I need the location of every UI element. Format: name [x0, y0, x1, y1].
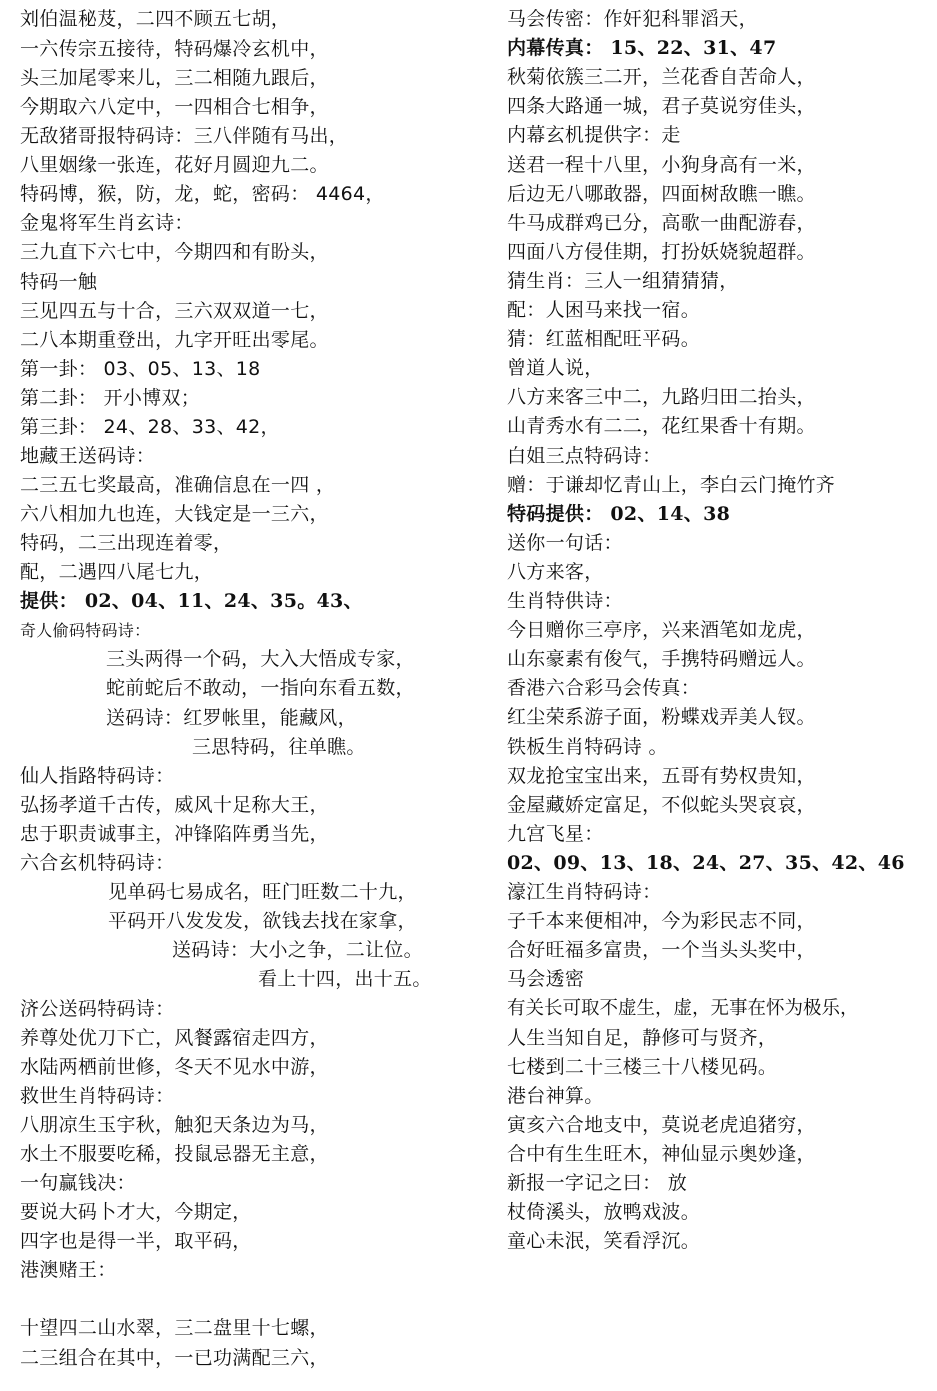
left-line-19: 特码，二三出现连着零， [20, 532, 233, 554]
right-line-32: 子千本来便相冲，今为彩民志不同， [507, 910, 816, 933]
left-line-37: 水陆两栖前世修，冬天不见水中游， [20, 1056, 329, 1078]
left-line-28: 弘扬孝道千古传，威风十足称大王， [20, 794, 329, 816]
left-line-39: 八朋凉生玉宇秋，触犯天条边为马， [20, 1114, 329, 1136]
left-line-23: 三头两得一个码，大入大悟成专家， [106, 648, 415, 670]
right-line-6: 送君一程十八里，小狗身高有一米， [507, 153, 816, 176]
right-line-4: 四条大路通一城，君子莫说穷佳头， [507, 95, 816, 118]
left-line-40: 水土不服要吃稀，投鼠忌器无主意， [20, 1143, 329, 1165]
right-line-37: 七楼到二十三楼三十八楼见码。 [507, 1055, 778, 1078]
left-line-38: 救世生肖特码诗： [20, 1085, 175, 1107]
left-line-35: 济公送码特码诗： [20, 998, 175, 1020]
left-line-21: 提供： 02、04、11、24、35。43、 [20, 590, 363, 612]
left-line-5: 无敌猪哥报特码诗：三八伴随有马出， [20, 125, 349, 147]
right-line-26: 铁板生肖特码诗 。 [507, 735, 668, 758]
right-line-12: 猜：红蓝相配旺平码。 [507, 328, 701, 351]
left-line-42: 要说大码卜才大，今期定， [20, 1201, 252, 1223]
left-line-10: 特码一触 [20, 271, 98, 293]
right-line-41: 新报一字记之曰： 放 [507, 1172, 688, 1194]
left-line-18: 六八相加九也连，大钱定是一三六， [20, 503, 329, 525]
right-line-35: 有关长可取不虚生，虚，无事在怀为极乐， [507, 998, 859, 1020]
left-line-25: 送码诗：红罗帐里，能藏风， [106, 707, 357, 729]
right-line-27: 双龙抢宝宝出来，五哥有势权贵知， [507, 764, 816, 787]
left-line-43: 四字也是得一半，取平码， [20, 1230, 252, 1252]
left-line-11: 三见四五与十合，三六双双道一七， [20, 300, 329, 322]
right-line-7: 后边无八哪敢器，四面树敌瞧一瞧。 [507, 182, 816, 205]
right-line-29: 九宫飞星： [507, 822, 604, 845]
right-line-9: 四面八方侵佳期，打扮妖娆貌超群。 [507, 240, 816, 263]
right-line-36: 人生当知自足，静修可与贤齐， [507, 1026, 778, 1049]
left-line-13: 第一卦： 03、05、13、18 [20, 358, 261, 380]
right-line-2: 内幕传真： 15、22、31、47 [507, 37, 777, 60]
left-line-33: 送码诗：大小之争，二让位。 [172, 939, 423, 961]
left-line-17: 二三五七奖最高，准确信息在一四 ， [20, 474, 336, 496]
left-line-45: 十望四二山水翠，三二盘里十七螺， [20, 1317, 329, 1339]
left-line-34: 看上十四，出十五。 [258, 968, 432, 990]
right-line-11: 配：人困马来找一宿。 [507, 299, 701, 321]
right-line-24: 香港六合彩马会传真： [507, 677, 701, 700]
left-line-1: 刘伯温秘芨，二四不顾五七胡， [20, 8, 291, 30]
left-line-2: 一六传宗五接待，特码爆冷玄机中， [20, 38, 329, 60]
left-line-3: 头三加尾零来儿，三二相随九跟后， [20, 67, 329, 89]
left-line-29: 忠于职责诚事主，冲锋陷阵勇当先， [20, 823, 329, 845]
left-line-7: 特码博，猴，防，龙，蛇，密码： 4464， [20, 183, 385, 205]
left-line-22: 奇人偷码特码诗： [20, 621, 151, 640]
right-line-22: 今日赠你三亭序，兴来酒笔如龙虎， [507, 619, 816, 642]
right-line-39: 寅亥六合地支中，莫说老虎追猪穷， [507, 1113, 816, 1136]
left-line-41: 一句赢钱决： [20, 1172, 136, 1194]
right-line-34: 马会透密 [507, 968, 585, 991]
right-line-33: 合好旺福多富贵，一个当头头奖中， [507, 939, 816, 962]
left-line-16: 地藏王送码诗： [20, 445, 156, 467]
right-line-43: 童心未泯，笑看浮沉。 [507, 1230, 701, 1253]
left-line-12: 二八本期重登出，九字开旺出零尾。 [20, 329, 329, 351]
left-line-44: 港澳赌王： [20, 1259, 117, 1281]
right-line-42: 杖倚溪头，放鸭戏波。 [507, 1201, 701, 1224]
right-line-10: 猜生肖：三人一组猜猜猜， [507, 269, 739, 292]
left-line-20: 配，二遇四八尾七九， [20, 561, 214, 583]
left-line-9: 三九直下六七中，今期四和有盼头， [20, 241, 329, 263]
right-line-25: 红尘荣系游子面，粉蝶戏弄美人钗。 [507, 706, 816, 729]
right-line-23: 山东豪素有俊气，手携特码赠远人。 [507, 648, 816, 671]
right-line-15: 山青秀水有二二，花红果香十有期。 [507, 415, 816, 438]
left-line-8: 金鬼将军生肖玄诗： [20, 212, 194, 234]
left-line-32: 平码开八发发发，欲钱去找在家拿， [108, 910, 417, 932]
left-line-26: 三思特码，往单瞧。 [192, 736, 366, 758]
right-line-14: 八方来客三中二，九路归田二抬头， [507, 386, 816, 409]
right-line-38: 港台神算。 [507, 1084, 604, 1107]
right-line-18: 特码提供： 02、14、38 [507, 502, 731, 525]
right-line-3: 秋菊依簇三二开，兰花香自苦命人， [507, 66, 816, 89]
right-line-13: 曾道人说， [507, 357, 604, 380]
right-line-30: 02、09、13、18、24、27、35、42、46 [507, 851, 905, 874]
left-line-15: 第三卦： 24、28、33、42， [20, 416, 280, 438]
right-line-40: 合中有生生旺木，神仙显示奥妙逢， [507, 1142, 816, 1165]
left-line-6: 八里姻缘一张连，花好月圆迎九二。 [20, 154, 329, 176]
right-line-5: 内幕玄机提供字：走 [507, 124, 681, 147]
left-line-14: 第二卦： 开小博双； [20, 387, 201, 409]
left-line-46: 二三组合在其中，一已功满配三六， [20, 1347, 329, 1369]
left-line-27: 仙人指路特码诗： [20, 765, 175, 787]
left-line-36: 养尊处优刀下亡，风餐露宿走四方， [20, 1027, 329, 1049]
left-line-4: 今期取六八定中，一四相合七相争， [20, 96, 329, 118]
left-line-24: 蛇前蛇后不敢动，一指向东看五数， [106, 677, 415, 699]
right-line-19: 送你一句话： [507, 531, 623, 554]
right-line-1: 马会传密：作奸犯科罪滔天， [507, 8, 758, 30]
left-line-30: 六合玄机特码诗： [20, 852, 175, 874]
right-line-31: 濠江生肖特码诗： [507, 881, 662, 903]
right-line-8: 牛马成群鸡已分，高歌一曲配游春， [507, 211, 816, 234]
right-line-28: 金屋藏娇定富足，不似蛇头哭哀哀， [507, 793, 816, 816]
right-line-21: 生肖特供诗： [507, 590, 623, 612]
right-line-20: 八方来客， [507, 560, 604, 583]
right-line-17: 赠：于谦却忆青山上，李白云门掩竹齐 [507, 473, 836, 496]
right-line-16: 白姐三点特码诗： [507, 444, 662, 467]
left-line-31: 见单码七易成名，旺门旺数二十九， [108, 881, 417, 903]
